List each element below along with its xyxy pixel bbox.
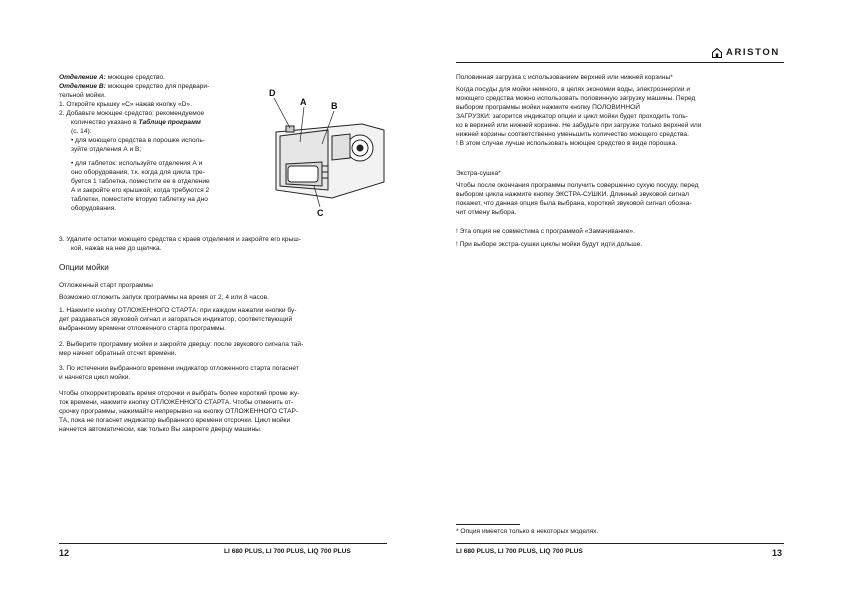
bullet-powder: • для моющего средства в порошке исполь- — [71, 137, 205, 144]
left-page — [0, 0, 420, 595]
step-2-page-ref: (с. 14): — [71, 128, 92, 135]
half-load-l1: Когда посуды для мойки немного, в целях экономии воды, электроэнергии и — [456, 86, 691, 93]
bullet-tablets-2: оно оборудования, т.к. когда для цикла тре- — [71, 169, 205, 176]
delayed-start-note-l2: ток времени, нажмите кнопку ОТЛОЖЕННОГО СТАРТА. Чтобы отменить от- — [59, 399, 294, 406]
label-c: C — [317, 208, 324, 218]
right-page — [420, 0, 841, 595]
half-load-l5: ко в верхней или нижней корзине. Не забудьте при загрузке только верхней или — [456, 122, 702, 129]
half-load-title: Половинная загрузка с использованием верхней или нижней корзины* — [456, 74, 673, 81]
compartment-b-line — [59, 83, 209, 91]
half-load-l2: моющего средства можно использовать половинную загрузку машины. Перед — [456, 95, 696, 102]
delayed-start-step-1-l2: дет раздаваться звуковой сигнал и загораться индикатор, соответствующий — [59, 316, 293, 323]
label-b: B — [331, 101, 338, 111]
step-2-text: количество указано в — [71, 119, 139, 126]
footnote-rule — [456, 524, 520, 525]
page-number-right: 13 — [772, 548, 783, 558]
label-d: D — [269, 88, 276, 98]
model-list-left: LI 680 PLUS, LI 700 PLUS, LIQ 700 PLUS — [224, 548, 351, 555]
extra-dry-title: Экстра-сушка* — [456, 170, 501, 177]
delayed-start-step-3: 3. По истечении выбранного времени индикатор отложенного старта погаснет — [59, 365, 299, 372]
compartment-b-label: Отделение В: — [59, 83, 106, 90]
model-list-right: LI 680 PLUS, LI 700 PLUS, LIQ 700 PLUS — [456, 548, 583, 555]
extra-dry-note-1: ! Эта опция не совместима с программой «Замачивание». — [456, 228, 635, 235]
half-load-note: ! В этом случае лучше использовать моющее средство в виде порошка. — [456, 140, 678, 147]
footnote: * Опция имеется только в некоторых моделях. — [456, 528, 599, 535]
compartment-a-line — [59, 74, 165, 82]
extra-dry-l1: Чтобы после окончания программы получить совершенно сухую посуду, перед — [456, 182, 699, 189]
delayed-start-note-l1: Чтобы откорректировать время отсрочки и выбрать более короткий проме жу- — [59, 390, 300, 397]
compartment-a-label: Отделение А: — [59, 74, 106, 81]
half-load-l4: ЗАГРУЗКИ: загорится индикатор опции и цикл мойки будет проходить толь- — [456, 113, 688, 120]
half-load-l3: выбором программы мойки нажмите кнопку ПОЛОВИННОЙ — [456, 104, 640, 111]
delayed-start-step-1: 1. Нажмите кнопку ОТЛОЖЕННОГО СТАРТА: при каждом нажатии кнопки бу- — [59, 307, 297, 314]
delayed-start-title: Отложенный старт программы — [59, 282, 153, 289]
delayed-start-step-2: 2. Выберите программу мойки и закройте дверцу: после звукового сигнала тай- — [59, 341, 304, 348]
step-1: 1. Откройте крышку «С» нажав кнопку «D». — [59, 101, 192, 108]
delayed-start-note-l3: срочку программы, нажимайте непрерывно на кнопку ОТЛОЖЕННОГО СТАР- — [59, 408, 299, 415]
bullet-powder-cont: зуйте отделения А и В; — [71, 146, 142, 153]
compartment-b-text: моющее средство для предвари- — [105, 83, 210, 90]
step-3-cont: кой, нажав на нее до щелчка. — [71, 245, 162, 252]
extra-dry-l2: выбором цикла нажмите кнопку ЭКСТРА-СУШКИ. Длинный звуковой сигнал — [456, 191, 690, 198]
bullet-tablets-5: таблетки, поместите вторую таблетку на дно — [71, 196, 208, 203]
extra-dry-l4: чит отмену выбора. — [456, 209, 517, 216]
delayed-start-note-l5: начнется автоматически, как только Вы закроете дверцу машины. — [59, 426, 262, 433]
detergent-dispenser-diagram — [262, 86, 387, 220]
delayed-start-p1: Возможно отложить запуск программы на время от 2, 4 или 8 часов. — [59, 294, 269, 301]
dispenser-body — [276, 124, 384, 198]
label-a: A — [300, 97, 307, 107]
program-table-reference: Таблице программ — [138, 119, 201, 126]
step-3: 3. Удалите остатки моющего средства с краев отделения и закройте его крыш- — [59, 236, 301, 243]
delayed-start-step-2-l2: мер начнет обратный отсчет времени. — [59, 350, 177, 357]
extra-dry-note-2: ! При выборе экстра-сушки циклы мойки будут идти дольше. — [456, 241, 643, 248]
footer-rule-left — [59, 543, 387, 544]
page-number-left: 12 — [59, 548, 70, 558]
brand-name: ARISTON — [726, 47, 780, 58]
bullet-tablets-6: оборудования. — [71, 205, 117, 212]
footer-rule-right — [456, 543, 784, 544]
bullet-tablets-4: А и закройте его крышкой; когда требуются 2 — [71, 187, 210, 194]
delayed-start-note-l4: ТА, пока не погаснет индикатор выбранного времени отсрочки. Цикл мойки — [59, 417, 291, 424]
bullet-tablets-3: буется 1 таблетка, поместите ее в отделение — [71, 178, 210, 185]
step-2: 2. Добавьте моющее средство: рекомендуемое — [59, 110, 205, 117]
extra-dry-l3: покажет, что данная опция была выбрана, короткий звуковой сигнал обозна- — [456, 200, 692, 207]
delayed-start-step-1-l3: выбранному времени отложенного старта программы. — [59, 325, 227, 332]
bullet-tablets: • для таблеток: используйте отделения А и — [71, 160, 203, 167]
half-load-l6: нижней корзины соответственно уменьшить количество моющего средства. — [456, 131, 689, 138]
delayed-start-step-3-l2: и начнется цикл мойки. — [59, 374, 131, 381]
compartment-b-text-cont: тельной мойки. — [59, 92, 106, 99]
options-heading: Опции мойки — [59, 263, 109, 272]
compartment-a-text: моющее средство. — [105, 74, 165, 81]
step-2-line-2 — [71, 119, 201, 127]
